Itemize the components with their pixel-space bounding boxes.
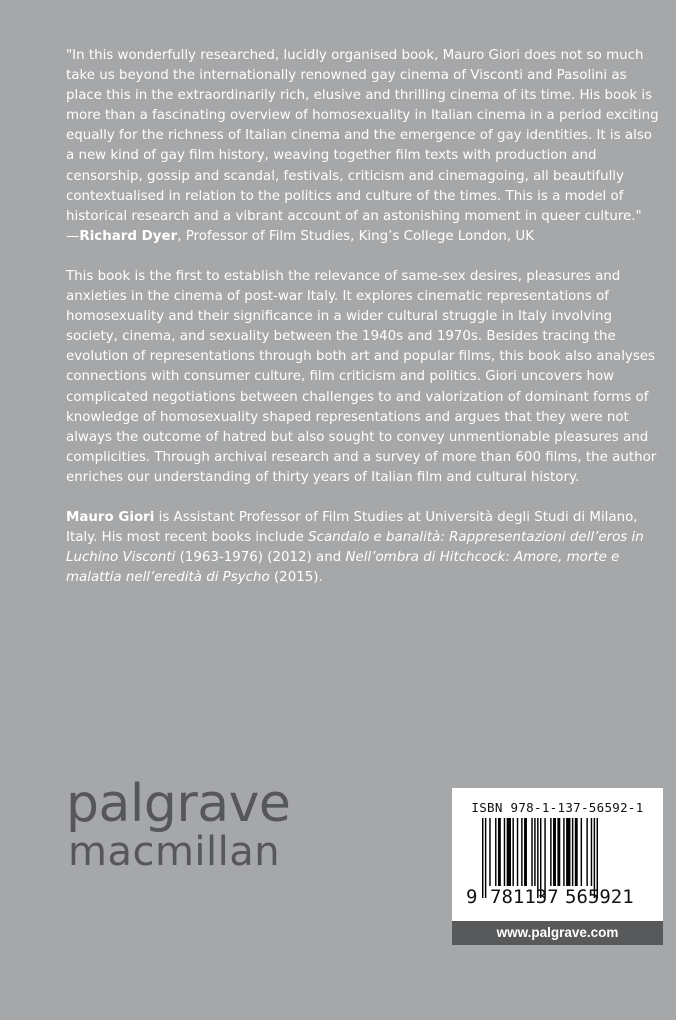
book-title-1: Scandalo e banalità: Rappresentazioni dell’eros in Luchino Visconti	[66, 530, 644, 566]
palgrave-macmillan-logo	[66, 774, 291, 875]
review-quote: "In this wonderfully researched, lucidly organised book, Mauro Giori does not so much take us beyond the internationally renowned gay cinema of Visconti and Pasolini as place this in the extraordinarily rich, elusive and thrilling cinema of its time. His book is more than a fascinating overview of homosexuality in Italian cinema in a period exciting equally for the richness of Italian cinema and the emergence of gay identities. It is also a new kind of gay film history, weaving together film texts with production and censorship, gossip and scandal, festivals, criticism and cinemagoing, all beautifully contextualised in relation to the politics and culture of the times. This is a model of historical research and a vibrant account of an astonishing moment in queer culture."	[66, 48, 659, 224]
barcode-bar	[550, 818, 551, 886]
barcode-bar	[563, 818, 564, 886]
back-cover-text	[66, 46, 662, 588]
reviewer-name: Richard Dyer	[79, 228, 178, 244]
barcode-bar	[572, 818, 573, 886]
barcode-first-digit: 9	[466, 886, 478, 908]
barcode-bar	[575, 818, 578, 886]
author-name: Mauro Giori	[66, 509, 155, 525]
logo-line-macmillan: macmillan	[68, 829, 281, 875]
publisher-website: www.palgrave.com	[452, 921, 663, 945]
book-description: This book is the first to establish the relevance of same-sex desires, pleasures and anxieties in the cinema of post-war Italy. It explores cinematic representations of homosexuality and their significance in a wider cultural struggle in Italy involving society, cinema, and sexuality between the 1940s and 1970s. Besides tracing the evolution of representations through both art and popular films, this book also analyses connections with consumer culture, film criticism and politics. Giori uncovers how complicated negotiations between challenges to and valorization of dominant forms of knowledge of homosexuality shaped representations and argues that they were not always the outcome of hatred but also sought to convey unmentionable pleasures and complicities. Through archival research and a survey of more than 600 films, the author enriches our understanding of thirty years of Italian film and cultural history.	[66, 268, 657, 485]
bio-text-2: (1963-1976) (2012) and	[175, 550, 346, 566]
bio-text-3: (2015).	[269, 570, 323, 586]
reviewer-affiliation: , Professor of Film Studies, King’s College London, UK	[177, 228, 534, 244]
barcode-bar	[581, 818, 582, 886]
barcode-bar	[586, 818, 587, 886]
barcode-bar	[566, 818, 570, 886]
barcode-right-digits: 565921	[565, 886, 634, 908]
barcode-bar	[482, 818, 483, 898]
book-title-2: Nell’ombra di Hitchcock: Amore, morte e malattia nell’eredità di Psycho	[66, 550, 620, 586]
barcode-left-digits: 781137	[490, 886, 559, 908]
barcode-bar	[485, 818, 486, 898]
barcode-bar	[512, 818, 513, 886]
barcode-bar	[524, 818, 527, 886]
barcode-bar	[591, 818, 592, 886]
author-bio	[66, 508, 662, 588]
barcode-bar	[498, 818, 501, 886]
barcode-bar	[531, 818, 532, 886]
logo-line-palgrave: palgrave	[66, 774, 291, 834]
review-attribution	[66, 227, 662, 247]
barcode-bar	[553, 818, 556, 886]
bio-text-1: is Assistant Professor of Film Studies at Università degli Studi di Milano, Italy. His most recent books include	[66, 509, 638, 546]
barcode-bar	[517, 818, 518, 886]
barcode-bar	[507, 818, 511, 886]
attribution-dash: —	[66, 228, 80, 244]
barcode-bar	[504, 818, 505, 886]
barcode-bar	[489, 818, 490, 886]
barcode-bar	[557, 818, 560, 886]
isbn-label: ISBN 978-1-137-56592-1	[471, 800, 644, 815]
barcode-bar	[534, 818, 535, 886]
barcode-bar	[495, 818, 496, 886]
barcode-bar	[521, 818, 522, 886]
